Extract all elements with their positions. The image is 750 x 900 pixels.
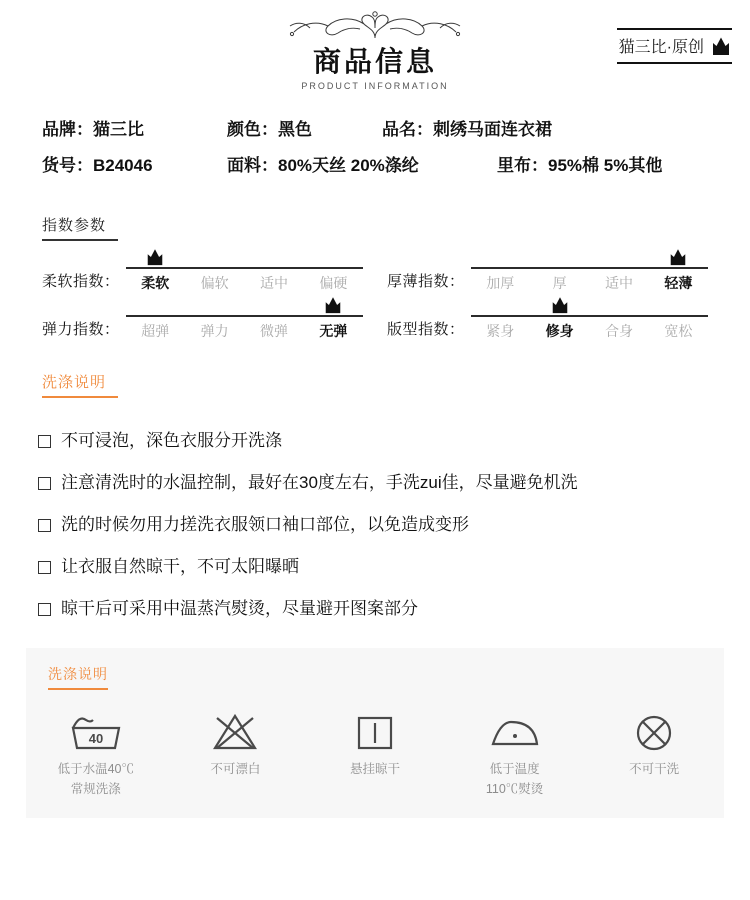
param-fit-scale: [471, 315, 708, 341]
param-thickness-label: 厚薄指数：: [387, 273, 465, 290]
info-fabric-value: 80%天丝 20%涤纶: [278, 156, 419, 175]
care-symbols-panel: [26, 648, 724, 818]
param-option: 适中: [259, 275, 288, 291]
info-lining-label: 里布：: [497, 156, 548, 175]
param-thickness: [375, 267, 720, 293]
param-fit-line: [471, 315, 708, 317]
param-option: 宽松: [664, 323, 693, 339]
param-option: 修身: [545, 323, 574, 339]
care-caption-line1: 不可漂白: [210, 762, 261, 776]
params-section-heading: [42, 214, 708, 241]
param-option: 微弹: [259, 323, 288, 339]
param-softness: [30, 267, 375, 293]
info-color-value: 黑色: [278, 120, 312, 139]
info-brand-label: 品牌：: [42, 120, 93, 139]
list-item: [34, 546, 716, 588]
param-fit-options: [471, 321, 708, 341]
care-caption-line1: 低于温度: [489, 762, 540, 776]
index-params: [30, 267, 720, 341]
param-softness-options: [126, 273, 363, 293]
param-elasticity-line: [126, 315, 363, 317]
param-option: 偏软: [200, 275, 229, 291]
brand-rule-top: [617, 28, 732, 30]
info-product-name-label: 品名：: [382, 120, 433, 139]
param-option: 厚: [552, 275, 567, 291]
care-panel-heading: [48, 664, 108, 690]
info-lining: [497, 148, 662, 184]
checkbox-icon: [38, 561, 51, 574]
param-elasticity-label: 弹力指数：: [42, 321, 120, 338]
svg-text:40: 40: [88, 731, 104, 746]
no-bleach-icon: [166, 706, 306, 758]
params-section-underline: [42, 239, 118, 241]
care-panel-underline: [48, 688, 108, 690]
info-lining-value: 95%棉 5%其他: [548, 156, 663, 175]
checkbox-icon: [38, 603, 51, 616]
wash-instruction-text: 洗的时候勿用力搓洗衣服领口袖口部位，以免造成变形: [61, 515, 469, 534]
wash-instruction-text: 让衣服自然晾干，不可太阳曝晒: [61, 557, 299, 576]
param-fit-label: 版型指数：: [387, 321, 465, 338]
care-symbol-bleach: [166, 706, 306, 798]
param-option: 紧身: [486, 323, 515, 339]
cat-icon: [710, 35, 732, 57]
param-softness-scale: [126, 267, 363, 293]
brand-rule-bottom: [617, 62, 732, 64]
care-caption-line1: 低于水温40℃: [57, 762, 134, 776]
param-option: 轻薄: [664, 275, 693, 291]
wash-section-heading: [42, 371, 708, 398]
param-option: 合身: [604, 323, 633, 339]
care-caption-line1: 不可干洗: [629, 762, 680, 776]
wash-instruction-text: 不可浸泡，深色衣服分开洗涤: [61, 431, 282, 450]
care-symbol-dry: [305, 706, 445, 798]
param-thickness-line: [471, 267, 708, 269]
info-product-name-value: 刺绣马面连衣裙: [433, 120, 552, 139]
wash-section-underline: [42, 396, 118, 398]
param-option: 无弹: [319, 323, 348, 339]
cat-marker-icon: [145, 247, 165, 267]
wash-instruction-text: 注意清洗时的水温控制，最好在30度左右，手洗zui佳，尽量避免机洗: [61, 473, 578, 492]
param-softness-label: 柔软指数：: [42, 273, 120, 290]
wash-instruction-list: [34, 420, 716, 630]
line-dry-icon: [305, 706, 445, 758]
info-row: [42, 148, 708, 184]
info-product-name: [382, 112, 552, 148]
list-item: [34, 462, 716, 504]
param-elasticity: [30, 315, 375, 341]
care-symbol-iron: [445, 706, 585, 798]
brand-corner: [619, 34, 732, 57]
cat-marker-icon: [550, 295, 570, 315]
iron-low-temp-icon: [445, 706, 585, 758]
cat-marker-icon: [668, 247, 688, 267]
care-panel-heading-label: 洗涤说明: [48, 666, 108, 682]
param-softness-line: [126, 267, 363, 269]
param-option: 弹力: [200, 323, 229, 339]
page-title: 商品信息: [312, 46, 437, 77]
wash-section-heading-label: 洗涤说明: [42, 374, 107, 391]
param-option: 偏硬: [319, 275, 348, 291]
param-option: 柔软: [141, 275, 170, 291]
params-section-heading-label: 指数参数: [42, 217, 107, 234]
wash-tub-40-icon: [26, 706, 166, 758]
info-fabric-label: 面料：: [227, 156, 278, 175]
product-info: [0, 112, 750, 184]
care-caption-line2: 常规洗涤: [70, 782, 121, 796]
param-elasticity-options: [126, 321, 363, 341]
param-option: 适中: [604, 275, 633, 291]
info-sku-label: 货号：: [42, 156, 93, 175]
param-thickness-scale: [471, 267, 708, 293]
cat-marker-icon: [323, 295, 343, 315]
no-dry-clean-icon: [584, 706, 724, 758]
info-color: [227, 112, 382, 148]
care-caption-line1: 悬挂晾干: [349, 762, 400, 776]
checkbox-icon: [38, 519, 51, 532]
list-item: [34, 504, 716, 546]
page-subtitle: PRODUCT INFORMATION: [301, 81, 449, 91]
brand-corner-label: 猫三比·原创: [618, 39, 704, 56]
info-color-label: 颜色：: [227, 120, 278, 139]
param-option: 加厚: [486, 275, 515, 291]
list-item: [34, 420, 716, 462]
info-brand-value: 猫三比: [93, 120, 144, 139]
info-row: [42, 112, 708, 148]
care-symbol-wash: [26, 706, 166, 798]
page-header: [0, 0, 750, 98]
param-elasticity-scale: [126, 315, 363, 341]
checkbox-icon: [38, 477, 51, 490]
info-sku: [42, 148, 227, 184]
info-brand: [42, 112, 227, 148]
checkbox-icon: [38, 435, 51, 448]
care-symbol-dryclean: [584, 706, 724, 798]
info-fabric: [227, 148, 497, 184]
care-symbols-row: [26, 706, 724, 798]
info-sku-value: B24046: [93, 156, 153, 175]
param-option: 超弹: [141, 323, 170, 339]
param-thickness-options: [471, 273, 708, 293]
wash-instruction-text: 晾干后可采用中温蒸汽熨烫，尽量避开图案部分: [61, 599, 418, 618]
param-fit: [375, 315, 720, 341]
list-item: [34, 588, 716, 630]
care-caption-line2: 110℃熨烫: [485, 782, 544, 796]
